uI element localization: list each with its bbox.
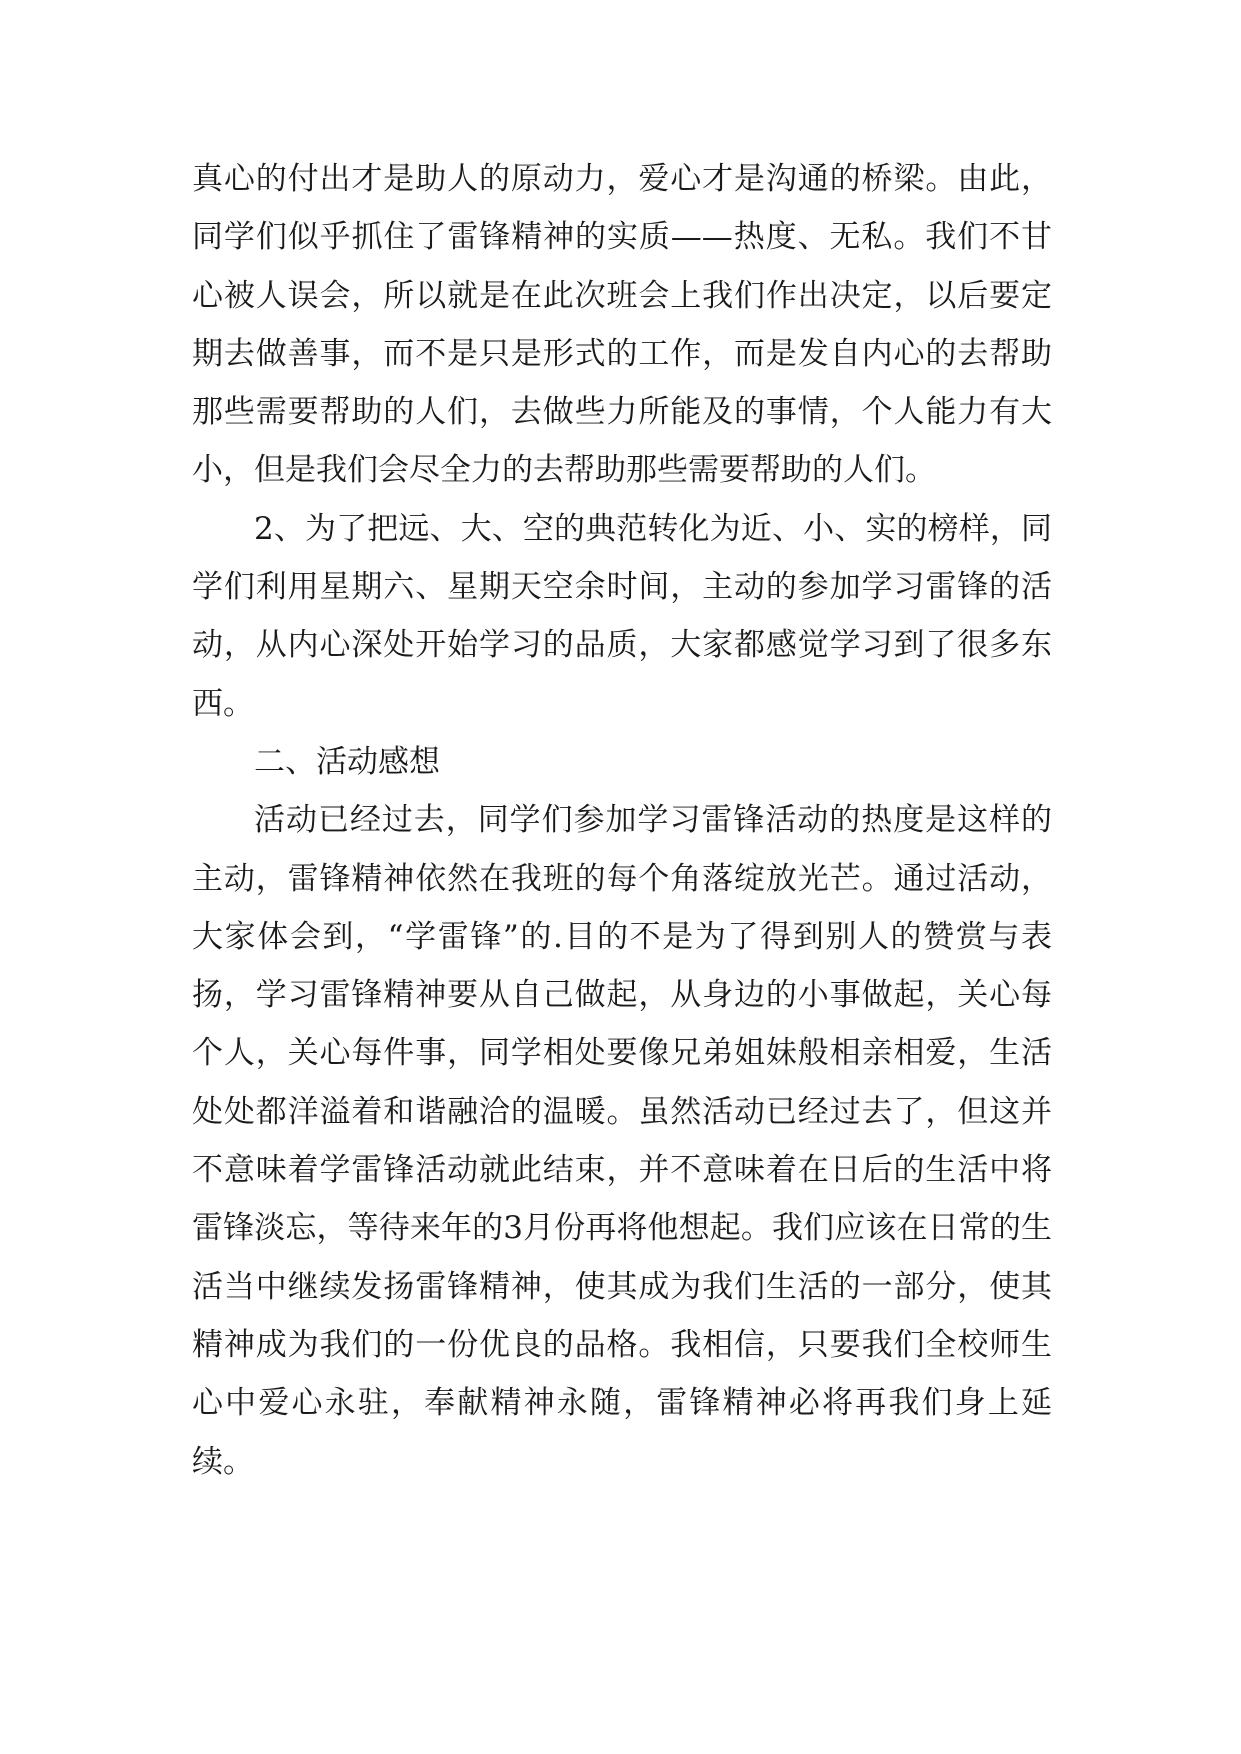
document-body [192, 150, 1052, 1491]
section-heading-reflections: 二、活动感想 [254, 743, 440, 780]
paragraph-reflections: 活动已经过去，同学们参加学习雷锋活动的热度是这样的主动，雷锋精神依然在我班的每个角落绽放光芒。通过活动，大家体会到，“学雷锋”的.目的不是为了得到别人的赞赏与表扬，学习雷锋精神要从自己做起，从身边的小事做起，关心每个人，关心每件事，同学相处要像兄弟姐妹般相亲相爱，生活处处都洋溢着和谐融洽的温暖。虽然活动已经过去了，但这并不意味着学雷锋活动就此结束，并不意味着在日后的生活中将雷锋淡忘，等待来年的3月份再将他想起。我们应该在日常的生活当中继续发扬雷锋精神，使其成为我们生活的一部分，使其精神成为我们的一份优良的品格。我相信，只要我们全校师生心中爱心永驻，奉献精神永随，雷锋精神必将再我们身上延续。 [192, 802, 1052, 1480]
paragraph-helping-spirit: 真心的付出才是助人的原动力，爱心才是沟通的桥梁。由此，同学们似乎抓住了雷锋精神的实质——热度、无私。我们不甘心被人误会，所以就是在此次班会上我们作出决定，以后要定期去做善事，而不是只是形式的工作，而是发自内心的去帮助那些需要帮助的人们，去做些力所能及的事情，个人能力有大小，但是我们会尽全力的去帮助那些需要帮助的人们。 [192, 161, 1052, 489]
paragraph-role-models: 2、为了把远、大、空的典范转化为近、小、实的榜样，同学们利用星期六、星期天空余时间，主动的参加学习雷锋的活动，从内心深处开始学习的品质，大家都感觉学习到了很多东西。 [192, 510, 1052, 722]
